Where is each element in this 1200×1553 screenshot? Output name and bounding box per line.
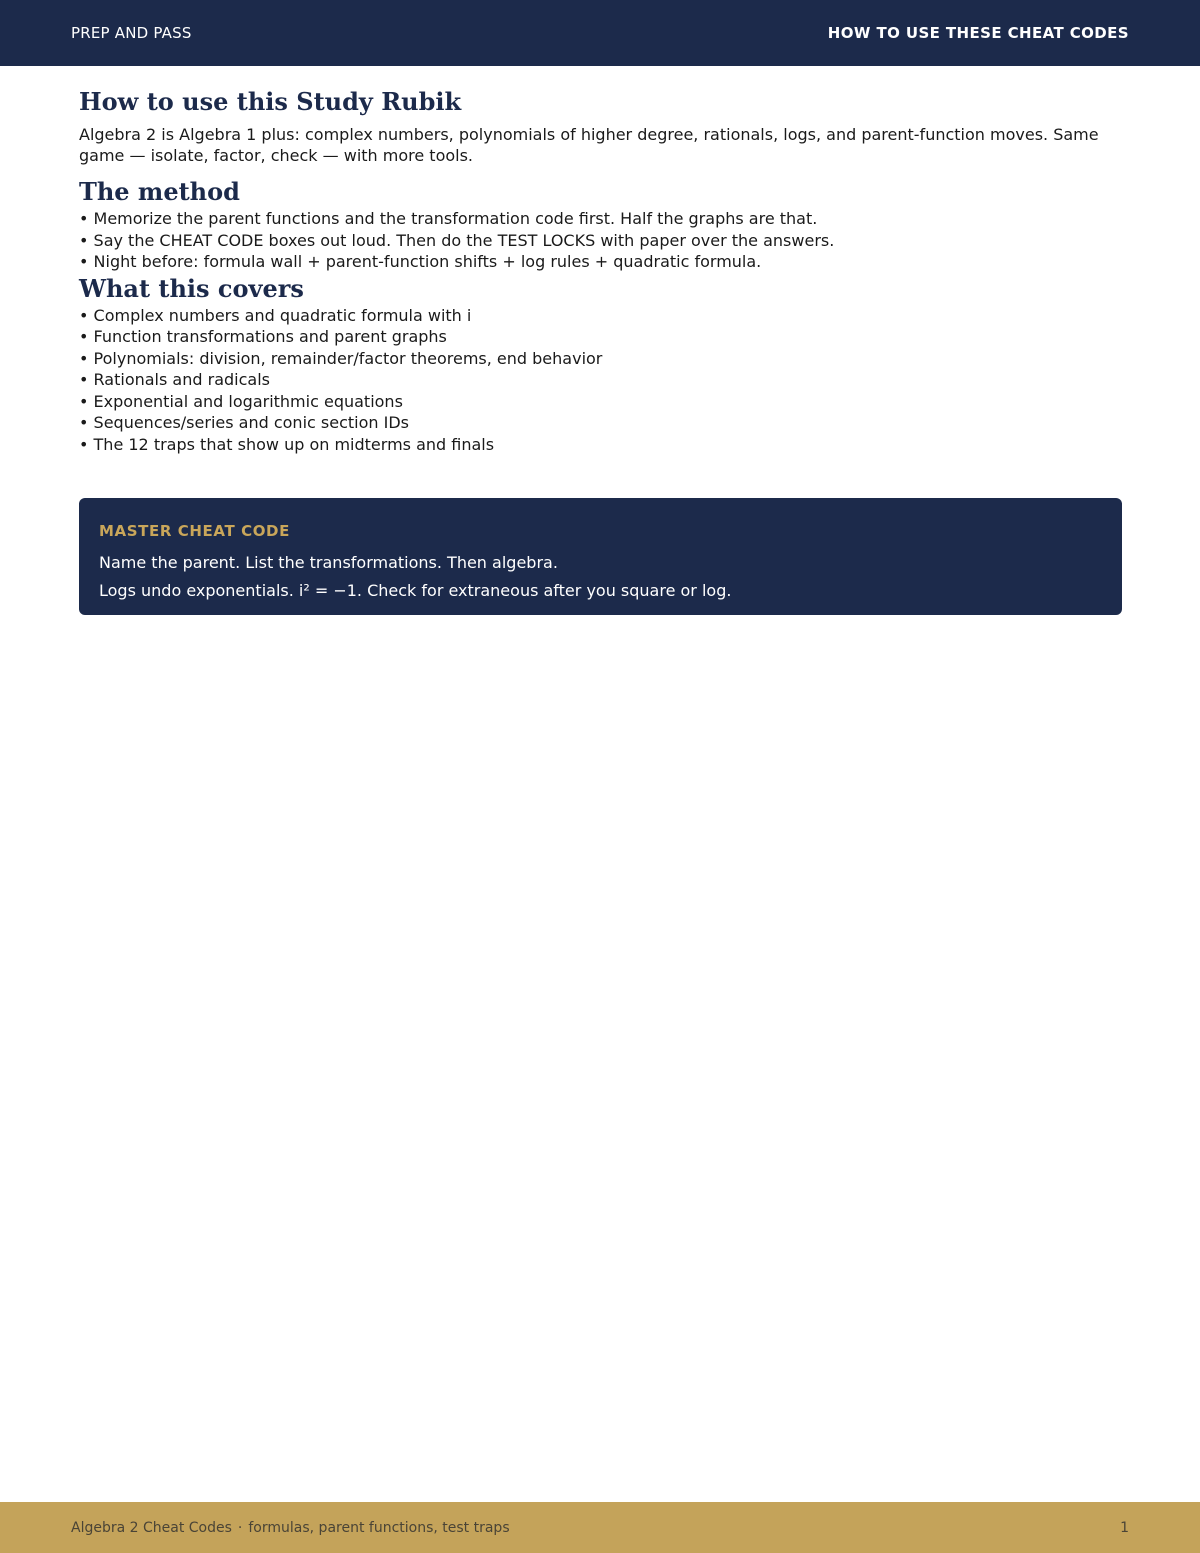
intro-paragraph: Algebra 2 is Algebra 1 plus: complex numbers, polynomials of higher degree, rationals, logs, and parent-function moves. Same game — isolate, factor, check — with more tools. <box>79 125 1099 165</box>
covers-item: • Function transformations and parent graphs <box>79 326 1122 348</box>
footer-separator: · <box>237 1519 243 1536</box>
page-footer <box>0 1502 1200 1553</box>
main-content <box>79 86 1122 455</box>
footer-caption <box>71 1520 510 1536</box>
method-item: • Memorize the parent functions and the transformation code first. Half the graphs are that. <box>79 208 1122 230</box>
covers-item: • Complex numbers and quadratic formula with i <box>79 305 1122 327</box>
cheat-code-line: Logs undo exponentials. i² = −1. Check for extraneous after you square or log. <box>99 581 732 600</box>
master-cheat-code-box <box>79 498 1122 615</box>
footer-book-title: Algebra 2 Cheat Codes <box>71 1519 232 1536</box>
brand-name: PREP AND PASS <box>71 24 192 42</box>
header-section-title: HOW TO USE THESE CHEAT CODES <box>827 24 1129 42</box>
method-list <box>79 208 1122 273</box>
covers-item: • The 12 traps that show up on midterms and finals <box>79 434 1122 456</box>
page-title: How to use this Study Rubik <box>79 87 462 116</box>
method-item: • Say the CHEAT CODE boxes out loud. Then do the TEST LOCKS with paper over the answers. <box>79 230 1122 252</box>
footer-subtitle: formulas, parent functions, test traps <box>248 1519 510 1536</box>
covers-list <box>79 305 1122 456</box>
cheat-code-label: MASTER CHEAT CODE <box>99 522 290 540</box>
method-heading: The method <box>79 177 240 206</box>
covers-item: • Rationals and radicals <box>79 369 1122 391</box>
covers-heading: What this covers <box>79 273 304 303</box>
cheat-code-line: Name the parent. List the transformations. Then algebra. <box>99 553 558 572</box>
covers-item: • Sequences/series and conic section IDs <box>79 412 1122 434</box>
covers-item: • Polynomials: division, remainder/factor theorems, end behavior <box>79 348 1122 370</box>
method-item: • Night before: formula wall + parent-function shifts + log rules + quadratic formula. <box>79 251 1122 273</box>
page-header <box>0 0 1200 66</box>
page-number: 1 <box>1120 1519 1129 1536</box>
covers-item: • Exponential and logarithmic equations <box>79 391 1122 413</box>
